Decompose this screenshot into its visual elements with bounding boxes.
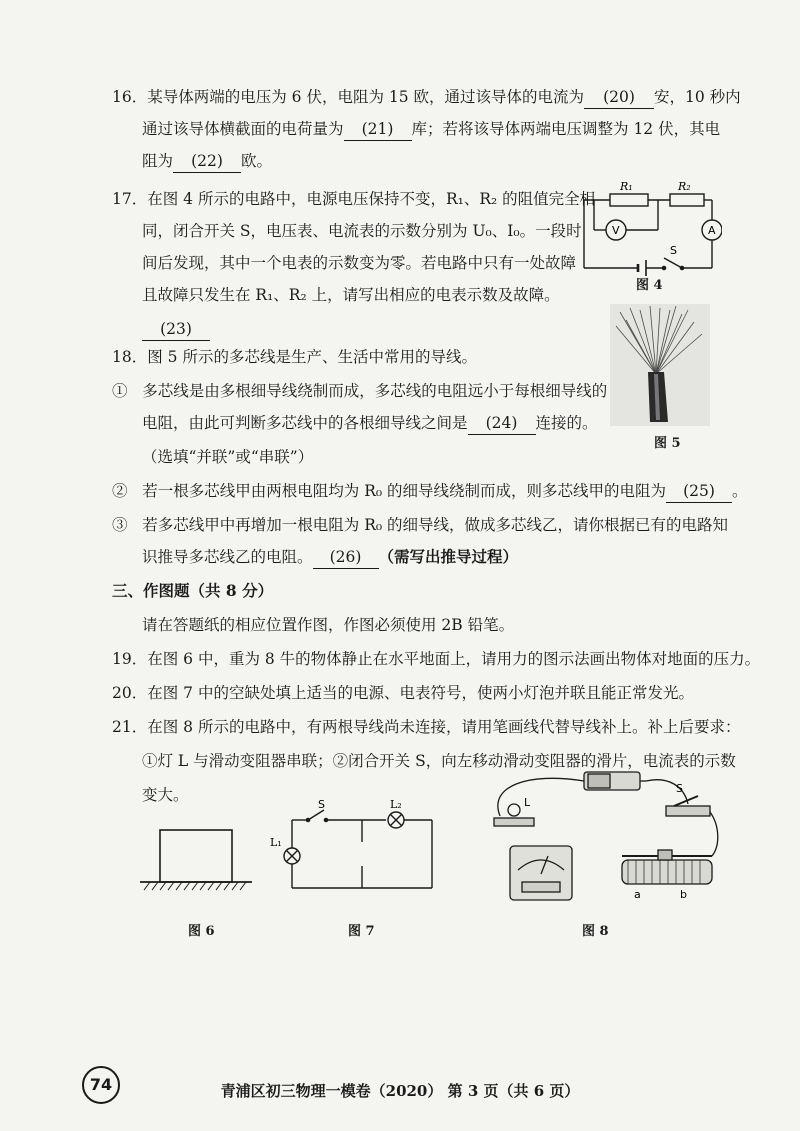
q17-line2: 同，闭合开关 S，电压表、电流表的示数分别为 U₀、I₀。一段时 [142, 222, 582, 240]
label-v: V [612, 224, 620, 237]
q18-item1-line1 [112, 380, 607, 402]
page-footer: 青浦区初三物理一模卷（2020） 第 3 页（共 6 页） [220, 1082, 580, 1100]
blank-24: (24) [468, 412, 536, 435]
item-number: ② [112, 482, 128, 500]
q17-answer-line [142, 318, 210, 341]
resistor-r1 [610, 194, 648, 206]
bulb-base [494, 818, 534, 826]
item-number: ③ [112, 516, 128, 534]
label-s: S [318, 798, 325, 811]
page-badge: 74 [82, 1066, 120, 1104]
resistor-r2 [670, 194, 704, 206]
label-a: a [634, 888, 641, 901]
q18-text: 识推导多芯线乙的电阻。 [142, 548, 313, 566]
q21-line2: ①灯 L 与滑动变阻器串联；②闭合开关 S，向左移动滑动变阻器的滑片，电流表的示数 [142, 752, 736, 770]
block-object [160, 830, 232, 882]
q18-text: 。 [732, 482, 748, 500]
figure-8-caption: 图 8 [582, 924, 609, 939]
blank-22: (22) [173, 150, 241, 173]
bulb-l [508, 804, 520, 816]
q20-text: 20．在图 7 中的空缺处填上适当的电源、电表符号，使两小灯泡并联且能正常发光。 [112, 684, 694, 702]
label-b: b [680, 888, 687, 901]
rheostat [622, 860, 712, 884]
figure-7-caption: 图 7 [348, 924, 375, 939]
label-s: S [670, 244, 677, 257]
switch [666, 806, 710, 816]
q18-text: 若一根多芯线甲由两根电阻均为 R₀ 的细导线绕制而成，则多芯线甲的电阻为 [142, 482, 667, 500]
q16-text: 阻为 [142, 152, 174, 170]
figure-6-caption: 图 6 [188, 924, 215, 939]
q18-text: 电阻，由此可判断多芯线中的各根细导线之间是 [142, 414, 468, 432]
label-a: A [708, 224, 716, 237]
q21-line1: 21．在图 8 所示的电路中，有两根导线尚未连接，请用笔画线代替导线补上。补上后要求： [112, 718, 741, 736]
q18-item1-line2 [142, 412, 598, 435]
q17-line3: 间后发现，其中一个电表的示数变为零。若电路中只有一处故障 [142, 254, 577, 272]
q18-item3-line2 [142, 546, 518, 569]
q18-item2 [112, 480, 748, 503]
blank-20: (20) [584, 86, 654, 109]
blank-26: (26) [313, 546, 379, 569]
q16-text: 库；若将该导体两端电压调整为 12 伏，其电 [411, 120, 721, 138]
q16-text: 欧。 [241, 152, 273, 170]
label-s: S [676, 782, 683, 795]
label-r1: R₁ [620, 180, 633, 193]
q18-text: （需写出推导过程） [378, 547, 519, 566]
q17-line1: 17．在图 4 所示的电路中，电源电压保持不变，R₁、R₂ 的阻值完全相 [112, 190, 596, 208]
blank-21: (21) [344, 118, 412, 141]
figure-7-parallel-circuit [268, 796, 440, 896]
q16-line3 [142, 150, 272, 173]
q18-item1-line3: （选填“并联”或“串联”） [142, 448, 314, 466]
q18-text: 多芯线是由多根细导线绕制而成，多芯线的电阻远小于每根细导线的 [142, 382, 608, 400]
figure-8-apparatus [488, 766, 724, 906]
q16-line2 [142, 118, 720, 141]
figure-5-multicore-wire [610, 304, 710, 426]
label-l: L [524, 796, 531, 809]
q19-text: 19．在图 6 中，重为 8 牛的物体静止在水平地面上，请用力的图示法画出物体对地面的压力。 [112, 650, 761, 668]
figure-6-block-on-ground [136, 826, 256, 896]
q17-line4: 且故障只发生在 R₁、R₂ 上，请写出相应的电表示数及故障。 [142, 286, 560, 304]
figure-5-caption: 图 5 [654, 436, 681, 451]
q16-text: 16．某导体两端的电压为 6 伏，电阻为 15 欧，通过该导体的电流为 [112, 88, 585, 106]
figure-4-caption: 图 4 [636, 278, 663, 293]
q18-item3-line1 [112, 514, 728, 536]
q18-text: 连接的。 [535, 414, 598, 432]
label-l1: L₁ [270, 836, 282, 849]
blank-25: (25) [666, 480, 732, 503]
q18-text: 若多芯线甲中再增加一根电阻为 R₀ 的细导线，做成多芯线乙，请你根据已有的电路知 [142, 516, 729, 534]
section-3-title: 三、作图题（共 8 分） [112, 581, 274, 600]
q18-line1: 18．图 5 所示的多芯线是生产、生活中常用的导线。 [112, 348, 477, 366]
blank-23: (23) [142, 318, 210, 341]
q16-text: 通过该导体横截面的电荷量为 [142, 120, 344, 138]
label-r2: R₂ [678, 180, 691, 193]
section-3-instruction: 请在答题纸的相应位置作图，作图必须使用 2B 铅笔。 [142, 616, 515, 634]
q16-line1 [112, 86, 741, 109]
q21-line3: 变大。 [142, 786, 189, 804]
item-number: ① [112, 382, 128, 400]
label-l2: L₂ [390, 798, 402, 811]
rheostat-slider [658, 850, 672, 860]
q16-text: 安，10 秒内 [654, 88, 741, 106]
